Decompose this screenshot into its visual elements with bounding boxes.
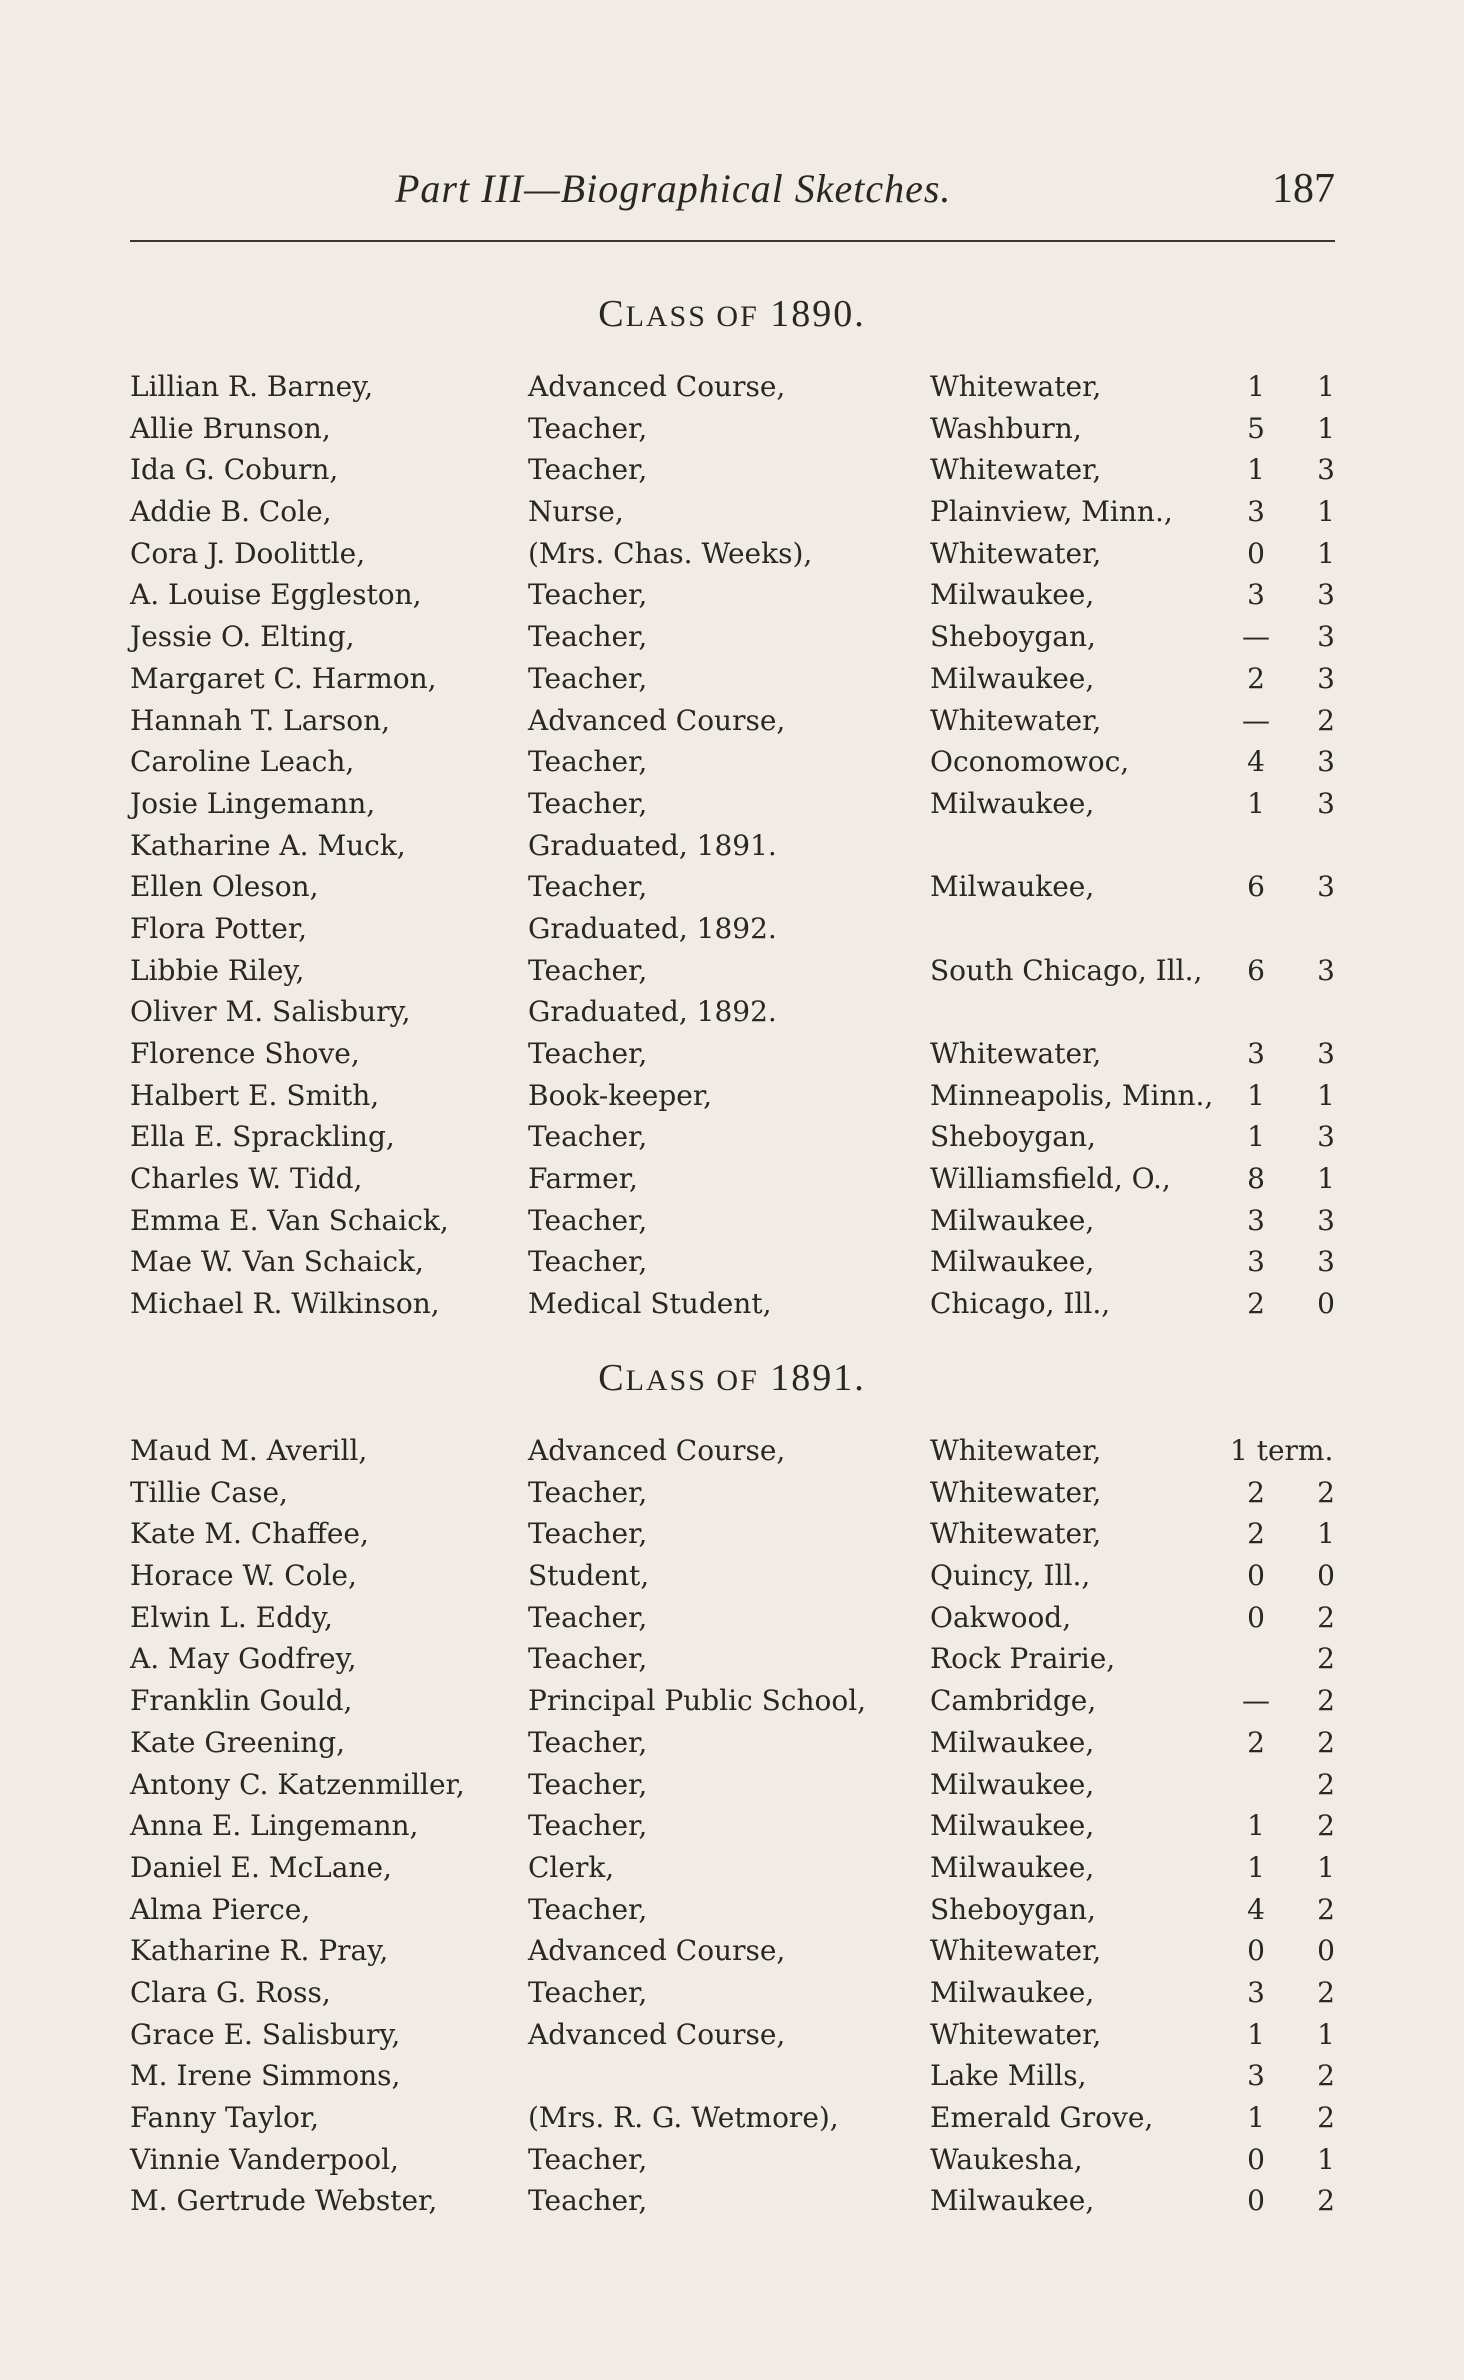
student-name: Cora J. Doolittle, [130,536,366,570]
location: Milwaukee, [930,1203,1095,1237]
count-second: 0 [1317,1559,1335,1593]
page-number: 187 [1272,166,1335,212]
student-name: Anna E. Lingemann, [130,1809,419,1843]
section-title-1891 [0,1356,1464,1400]
occupation: Advanced Course, [528,1434,786,1467]
location: Whitewater, [930,536,1102,570]
count-second: 1 [1317,1078,1335,1112]
student-name: Caroline Leach, [130,745,355,779]
count-first: 0 [1247,2142,1265,2176]
count-second: 2 [1317,2059,1335,2093]
location: Williamsfield, O., [930,1162,1171,1196]
header-rule [130,240,1335,242]
count-second: 3 [1317,453,1335,487]
table-row [0,1513,1464,1555]
count-second: 0 [1317,1934,1335,1968]
count-first: 2 [1247,661,1265,695]
location: Milwaukee, [930,1725,1095,1759]
table-row [0,1283,1464,1325]
location: Milwaukee, [930,870,1095,904]
location: Sheboygan, [930,620,1096,654]
student-name: Emma E. Van Schaick, [130,1203,449,1237]
occupation: Advanced Course, [528,2017,786,2051]
occupation: Farmer, [528,1162,638,1196]
count-first: 1 term. [1230,1434,1334,1467]
count-second: 1 [1317,1850,1335,1884]
location: Cambridge, [930,1684,1097,1718]
section-title-initial: C [598,293,626,335]
count-second: 2 [1317,1475,1335,1509]
student-name: Horace W. Cole, [130,1559,357,1593]
occupation: Graduated, 1892. [528,911,777,945]
count-first: 1 [1247,2017,1265,2051]
count-second: 2 [1317,2184,1335,2218]
count-second: 2 [1317,1892,1335,1926]
count-second: 3 [1317,620,1335,654]
student-name: Katharine R. Pray, [130,1934,389,1968]
location: Minneapolis, Minn., [930,1078,1214,1112]
count-second: 2 [1317,703,1335,737]
student-name: Mae W. Van Schaick, [130,1245,424,1279]
student-name: Addie B. Cole, [130,495,332,529]
count-first: 4 [1247,1892,1265,1926]
location: Whitewater, [930,703,1102,737]
location: Washburn, [930,411,1082,445]
location: Whitewater, [930,370,1102,403]
running-title: Part III—Biographical Sketches. [395,166,952,211]
count-first: 2 [1247,1475,1265,1509]
count-second: 2 [1317,1809,1335,1843]
count-second: 3 [1317,578,1335,612]
location: Milwaukee, [930,661,1095,695]
count-first: 0 [1247,1559,1265,1593]
student-name: Hannah T. Larson, [130,703,390,737]
count-first: 3 [1247,1245,1265,1279]
count-first: 1 [1247,786,1265,820]
table-row [0,1889,1464,1931]
table-row [0,449,1464,491]
table-row [0,2139,1464,2181]
count-second: 2 [1317,1642,1335,1676]
count-first: 3 [1247,578,1265,612]
table-row [0,1555,1464,1597]
occupation: Teacher, [528,620,648,654]
occupation: Teacher, [528,1245,648,1279]
student-name: Allie Brunson, [130,411,331,445]
count-first: 1 [1247,1850,1265,1884]
student-name: Libbie Riley, [130,953,305,987]
occupation: Advanced Course, [528,1934,786,1968]
occupation: Book-keeper, [528,1078,713,1112]
table-row [0,1638,1464,1680]
count-first: 3 [1247,1037,1265,1070]
location: Milwaukee, [930,786,1095,820]
occupation: Medical Student, [528,1287,772,1321]
count-first: 0 [1247,2184,1265,2218]
occupation: Teacher, [528,1037,648,1070]
count-first: 6 [1247,870,1265,904]
student-name: M. Gertrude Webster, [130,2184,438,2218]
table-row [0,950,1464,992]
occupation: Clerk, [528,1850,615,1884]
student-name: Josie Lingemann, [130,786,376,820]
occupation: Teacher, [528,2184,648,2218]
occupation: Teacher, [528,2142,648,2176]
count-second: 3 [1317,870,1335,904]
location: Whitewater, [930,1037,1102,1070]
count-first: 3 [1247,1203,1265,1237]
count-first: 1 [1247,453,1265,487]
count-first: 2 [1247,1287,1265,1321]
count-first: 1 [1247,370,1265,403]
count-second: 3 [1317,953,1335,987]
table-row [0,1764,1464,1806]
occupation: Teacher, [528,1203,648,1237]
occupation: Teacher, [528,1725,648,1759]
student-name: Florence Shove, [130,1037,360,1070]
table-row [0,1472,1464,1514]
table-row [0,658,1464,700]
student-name: Elwin L. Eddy, [130,1600,333,1634]
count-first: 0 [1247,1600,1265,1634]
student-name: Alma Pierce, [130,1892,311,1926]
count-second: 1 [1317,370,1335,403]
count-first: 8 [1247,1162,1265,1196]
student-name: Tillie Case, [130,1475,288,1509]
count-first: 3 [1247,495,1265,529]
location: Milwaukee, [930,2184,1095,2218]
occupation: Teacher, [528,1642,648,1676]
student-name: Daniel E. McLane, [130,1850,392,1884]
location: Whitewater, [930,1434,1102,1467]
student-name: Clara G. Ross, [130,1975,331,2009]
location: Waukesha, [930,2142,1083,2176]
table-row [0,700,1464,742]
table-row [0,491,1464,533]
student-name: Grace E. Salisbury, [130,2017,401,2051]
section-title-year: 1890. [770,293,866,335]
count-second: 2 [1317,1684,1335,1718]
count-second: 3 [1317,745,1335,779]
location: Oconomowoc, [930,745,1130,779]
count-first: 3 [1247,2059,1265,2093]
table-row [0,1430,1464,1472]
table-row [0,866,1464,908]
location: Quincy, Ill., [930,1559,1091,1593]
table-row [0,1597,1464,1639]
student-name: Franklin Gould, [130,1684,353,1718]
table-row [0,2180,1464,2222]
count-second: 2 [1317,1725,1335,1759]
occupation: Teacher, [528,411,648,445]
table-row [0,1075,1464,1117]
location: Rock Prairie, [930,1642,1116,1676]
student-name: A. May Godfrey, [130,1642,357,1676]
section-title-year: 1891. [770,1357,866,1399]
count-first: — [1242,1684,1270,1718]
occupation: Teacher, [528,786,648,820]
count-first: 1 [1247,2101,1265,2134]
table-row [0,616,1464,658]
occupation: Nurse, [528,495,624,529]
occupation: Advanced Course, [528,370,786,403]
student-name: Fanny Taylor, [130,2101,320,2134]
student-name: Halbert E. Smith, [130,1078,380,1112]
count-first: 0 [1247,1934,1265,1968]
student-name: Ella E. Sprackling, [130,1120,395,1154]
table-row [0,783,1464,825]
occupation: Graduated, 1892. [528,995,777,1029]
location: Whitewater, [930,1475,1102,1509]
table-row [0,741,1464,783]
location: Milwaukee, [930,1245,1095,1279]
count-second: 3 [1317,1245,1335,1279]
occupation: Teacher, [528,1517,648,1551]
count-second: 1 [1317,1162,1335,1196]
count-first: — [1242,703,1270,737]
occupation: Teacher, [528,953,648,987]
count-second: 1 [1317,411,1335,445]
section-title-initial: C [598,1357,626,1399]
location: Plainview, Minn., [930,495,1173,529]
table-row [0,533,1464,575]
count-first: 1 [1247,1078,1265,1112]
location: Milwaukee, [930,1809,1095,1843]
count-second: 3 [1317,1037,1335,1070]
count-first: 5 [1247,411,1265,445]
student-name: Kate Greening, [130,1725,346,1759]
student-name: Maud M. Averill, [130,1434,368,1467]
occupation: Teacher, [528,870,648,904]
count-second: 1 [1317,536,1335,570]
count-first: 4 [1247,745,1265,779]
student-name: Oliver M. Salisbury, [130,995,411,1029]
count-second: 2 [1317,2101,1335,2134]
table-row [0,2055,1464,2097]
running-header [130,165,1335,225]
count-first: 0 [1247,536,1265,570]
count-second: 3 [1317,1203,1335,1237]
occupation: Teacher, [528,1120,648,1154]
occupation: Teacher, [528,745,648,779]
roster-1891 [0,1430,1464,2222]
table-row [0,1680,1464,1722]
occupation: Teacher, [528,1475,648,1509]
student-name: Ellen Oleson, [130,870,319,904]
occupation: Teacher, [528,1892,648,1926]
student-name: Flora Potter, [130,911,308,945]
table-row [0,1200,1464,1242]
table-row [0,2097,1464,2139]
count-first: 6 [1247,953,1265,987]
location: Lake Mills, [930,2059,1087,2093]
student-name: Lillian R. Barney, [130,370,374,403]
table-row [0,825,1464,867]
location: Whitewater, [930,1517,1102,1551]
occupation: Principal Public School, [528,1684,867,1718]
table-row [0,1722,1464,1764]
location: Chicago, Ill., [930,1287,1111,1321]
occupation: Teacher, [528,453,648,487]
count-first: — [1242,620,1270,654]
table-row [0,1033,1464,1075]
count-first: 2 [1247,1517,1265,1551]
occupation: Graduated, 1891. [528,828,777,862]
occupation: Teacher, [528,578,648,612]
count-second: 1 [1317,2142,1335,2176]
occupation: Teacher, [528,1975,648,2009]
location: Whitewater, [930,1934,1102,1968]
student-name: Charles W. Tidd, [130,1162,363,1196]
table-row [0,366,1464,408]
student-name: Michael R. Wilkinson, [130,1287,440,1321]
count-second: 1 [1317,495,1335,529]
count-second: 2 [1317,1975,1335,2009]
table-row [0,1805,1464,1847]
occupation: (Mrs. R. G. Wetmore), [528,2101,839,2134]
table-row [0,1116,1464,1158]
count-first: 2 [1247,1725,1265,1759]
occupation: Teacher, [528,1809,648,1843]
table-row [0,1972,1464,2014]
occupation: Teacher, [528,661,648,695]
count-first: 1 [1247,1809,1265,1843]
location: Emerald Grove, [930,2101,1154,2134]
table-row [0,1930,1464,1972]
count-first: 3 [1247,1975,1265,2009]
table-row [0,991,1464,1033]
section-title-smallcaps: LASS OF [625,300,759,333]
student-name: Katharine A. Muck, [130,828,406,862]
section-title-1890 [0,292,1464,336]
location: Sheboygan, [930,1892,1096,1926]
count-second: 1 [1317,2017,1335,2051]
location: South Chicago, Ill., [930,953,1203,987]
table-row [0,408,1464,450]
table-row [0,1158,1464,1200]
student-name: Ida G. Coburn, [130,453,339,487]
roster-1890 [0,366,1464,1325]
count-second: 1 [1317,1517,1335,1551]
table-row [0,1241,1464,1283]
student-name: Kate M. Chaffee, [130,1517,369,1551]
location: Oakwood, [930,1600,1072,1634]
student-name: Jessie O. Elting, [130,620,355,654]
occupation: Advanced Course, [528,703,786,737]
location: Milwaukee, [930,1767,1095,1801]
table-row [0,2014,1464,2056]
student-name: M. Irene Simmons, [130,2059,401,2093]
count-second: 3 [1317,1120,1335,1154]
occupation: Teacher, [528,1600,648,1634]
location: Milwaukee, [930,1850,1095,1884]
student-name: A. Louise Eggleston, [130,578,422,612]
location: Whitewater, [930,2017,1102,2051]
count-second: 2 [1317,1600,1335,1634]
count-first: 1 [1247,1120,1265,1154]
location: Milwaukee, [930,1975,1095,2009]
table-row [0,1847,1464,1889]
table-row [0,908,1464,950]
occupation: Teacher, [528,1767,648,1801]
count-second: 0 [1317,1287,1335,1321]
occupation: Student, [528,1559,650,1593]
location: Milwaukee, [930,578,1095,612]
count-second: 3 [1317,661,1335,695]
student-name: Margaret C. Harmon, [130,661,437,695]
count-second: 3 [1317,786,1335,820]
count-second: 2 [1317,1767,1335,1801]
table-row [0,574,1464,616]
student-name: Vinnie Vanderpool, [130,2142,399,2176]
location: Sheboygan, [930,1120,1096,1154]
student-name: Antony C. Katzenmiller, [130,1767,465,1801]
section-title-smallcaps: LASS OF [625,1364,759,1397]
location: Whitewater, [930,453,1102,487]
occupation: (Mrs. Chas. Weeks), [528,536,813,570]
